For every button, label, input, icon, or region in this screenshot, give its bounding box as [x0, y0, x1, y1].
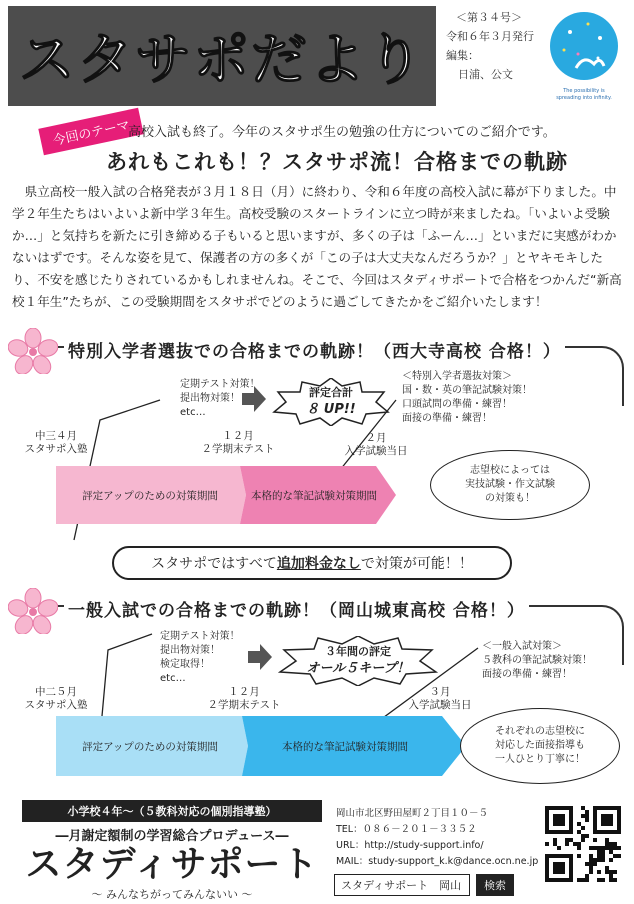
end-month: ３月	[429, 686, 451, 698]
end-label	[340, 432, 412, 458]
note-line: 実技試験・作文試験	[465, 479, 555, 490]
banner-emphasis: 追加料金なし	[276, 556, 361, 572]
editor-label: 編集：	[446, 49, 479, 62]
mid-label	[198, 430, 278, 456]
phase1-label: 評定アップのための対策期間	[82, 741, 218, 753]
section1-note	[430, 450, 590, 520]
start-event: スタサポ入塾	[24, 699, 88, 711]
special-item: ５教科の筆記試験対策！	[482, 655, 592, 666]
badge-line1: ３年間の評定	[325, 645, 391, 658]
start-event: スタサポ入塾	[24, 443, 88, 455]
search-term[interactable]: スタディサポート 岡山	[334, 874, 470, 896]
special-item: 面接の準備・練習！	[482, 669, 572, 680]
spreading-logo	[548, 10, 620, 106]
mid-event: ２学期末テスト	[201, 443, 275, 455]
issue-date: 令和６年３月発行	[446, 30, 534, 43]
banner-post: で対策が可能！！	[360, 556, 473, 572]
newsletter-title: スタサポだより	[19, 28, 425, 93]
section1-title: 特別入学者選抜での合格までの軌跡！（西大寺高校 合格！）	[64, 337, 565, 362]
mid-month: １２月	[222, 430, 254, 442]
special-item: 口頭試問の準備・練習！	[402, 399, 512, 410]
note-line: 志望校によっては	[470, 465, 550, 476]
end-label	[404, 686, 476, 712]
footer-contact	[336, 806, 538, 870]
footer-url[interactable]: URL：http://study-support.info/	[336, 840, 484, 851]
footer-mail[interactable]: MAIL：study-support_k.k@dance.ocn.ne.jp	[336, 856, 539, 867]
body-paragraph: 県立高校一般入試の合格発表が３月１８日（月）に終わり、令和６年度の高校入試に幕が下りました。中学２年生たちはいよいよ新中学３年生。高校受験のスタートラインに立つ時が来ましたね。「いよいよ受験か…」と気持ちを新たに引き締める子もいると思いますが、多くの子は「ふーん…」といまだに実感がわかないはずです。そんな姿を見て、保護者の方の多くが「この子は大丈夫なんだろうか？」とヤキモキしたり、不安を感じたりされているかもしれませんね。そこで、今回はスタディサポートで合格をつかんだ“新高校１年生”たちが、この受験期間をスタサポでどのように過ごしてきたかをご紹介いたします！	[12, 184, 622, 309]
start-label	[20, 686, 92, 712]
start-month: 中三４月	[35, 430, 77, 442]
phase2-label: 本格的な筆記試験対策期間	[251, 490, 377, 502]
footer-tagline: 小学校４年〜（５教科対応の個別指導塾）	[22, 800, 322, 822]
theme-tag: 今回のテーマ	[38, 108, 143, 156]
badge-line2: オール５キープ！	[306, 661, 410, 676]
banner-pre: スタサポではすべて	[151, 556, 277, 572]
phase1-label: 評定アップのための対策期間	[82, 490, 218, 502]
special-item: 面接の準備・練習！	[402, 413, 492, 424]
footer-brand-name: スタディサポート	[25, 844, 319, 885]
footer-slogan: 〜 みんなちがってみんないい 〜	[91, 888, 253, 901]
step-item: 定期テスト対策！	[160, 631, 240, 642]
svg-text:spreading into infinity.: spreading into infinity.	[556, 95, 612, 101]
search-bar	[334, 874, 514, 896]
special-item: ＜特別入学者選抜対策＞	[402, 371, 512, 382]
note-line: 一人ひとり丁寧に！	[495, 754, 585, 765]
footer-brand	[12, 800, 332, 901]
note-line: 対応した面接指導も	[495, 740, 585, 751]
phase2-label: 本格的な筆記試験対策期間	[282, 741, 408, 753]
note-line: それぞれの志望校に	[495, 726, 585, 737]
issue-info	[446, 8, 534, 84]
no-extra-fee-banner	[112, 546, 512, 580]
title-banner	[8, 6, 436, 106]
step-item: 検定取得！	[160, 659, 210, 670]
step-item: 提出物対策！	[160, 645, 220, 656]
start-month: 中二５月	[35, 686, 77, 698]
section2-title: 一般入試での合格までの軌跡！（岡山城東高校 合格！）	[64, 596, 529, 621]
svg-text:The possibility is: The possibility is	[563, 88, 605, 94]
issue-number: ＜第３４号＞	[456, 11, 522, 24]
step-item: etc…	[160, 673, 186, 684]
special-item: ＜一般入試対策＞	[482, 641, 562, 652]
end-event: 入学試験当日	[408, 699, 472, 711]
badge-line2: ８ UP!!	[306, 402, 356, 417]
start-label	[20, 430, 92, 456]
theme-intro: 高校入試も終了。今年のスタサポ生の勉強の仕方についてのご紹介です。	[128, 125, 556, 140]
note-line: の対策も！	[485, 493, 535, 504]
step-item: 提出物対策！	[180, 393, 240, 404]
mid-month: １２月	[228, 686, 260, 698]
qr-code[interactable]	[545, 806, 621, 882]
footer-sub: ―月謝定額制の学習総合プロデュース―	[55, 829, 289, 844]
editor-names: 日浦、公文	[458, 68, 513, 81]
end-event: 入学試験当日	[344, 445, 408, 457]
step-item: 定期テスト対策！	[180, 379, 260, 390]
step-item: etc…	[180, 407, 206, 418]
search-button[interactable]: 検索	[476, 874, 514, 896]
mid-label	[204, 686, 284, 712]
footer-tel: TEL：０８６－２０１－３３５２	[336, 824, 477, 835]
footer-address: 岡山市北区野田屋町２丁目１０－５	[336, 808, 489, 819]
special-item: 国・数・英の筆記試験対策！	[402, 385, 532, 396]
theme-headline: あれもこれも！？スタサポ流！合格までの軌跡	[106, 150, 568, 174]
end-month: ２月	[365, 432, 387, 444]
badge-line1: 評定合計	[309, 386, 353, 399]
section2-note	[460, 708, 620, 784]
mid-event: ２学期末テスト	[207, 699, 281, 711]
